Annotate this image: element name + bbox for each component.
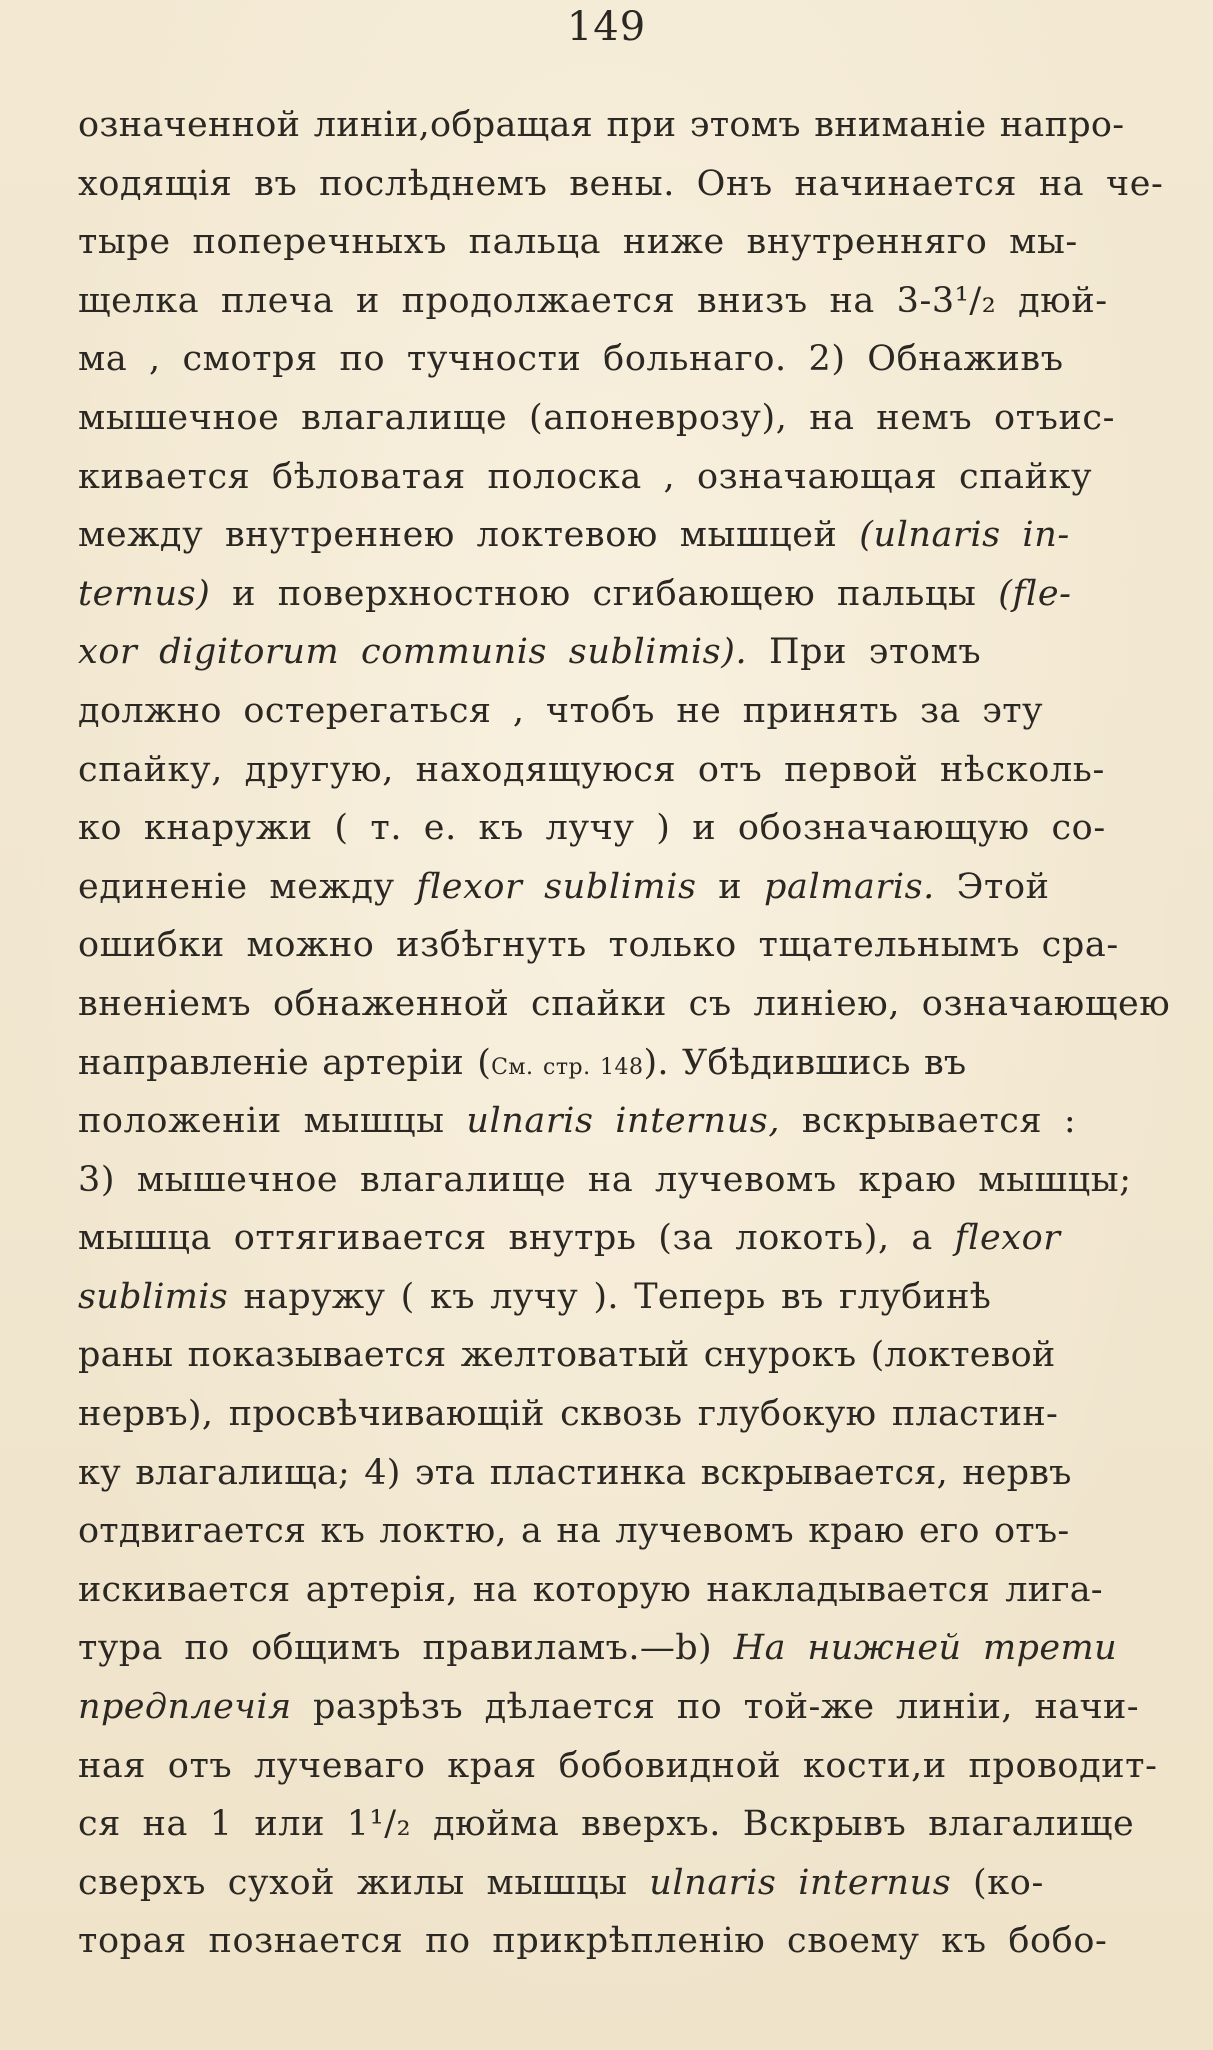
- text-line: [78, 565, 1148, 624]
- text-segment: (ко-: [951, 1862, 1044, 1903]
- text-segment: искивается артерія, на которую накладывается лига-: [78, 1569, 1103, 1610]
- latin-term: На нижней трети: [733, 1628, 1118, 1669]
- text-segment: раны показывается желтоватый снурокъ (локтевой: [78, 1335, 1056, 1376]
- latin-term: flexor: [954, 1218, 1061, 1259]
- text-segment: ная отъ лучеваго края бобовидной кости,и проводит-: [78, 1745, 1158, 1786]
- text-segment: кивается бѣловатая полоска , означающая спайку: [78, 456, 1093, 497]
- text-segment: между внутреннею локтевою мышцей: [78, 515, 860, 556]
- text-line: [78, 1912, 1148, 1971]
- text-segment: щелка плеча и продолжается внизъ на 3-3¹/₂ дюй-: [78, 280, 1108, 321]
- text-segment: вскрывается :: [780, 1101, 1077, 1142]
- text-segment: сверхъ сухой жилы мышцы: [78, 1862, 650, 1903]
- text-segment: вненіемъ обнаженной спайки съ линіею, означающею: [78, 983, 1171, 1024]
- text-segment: ма , смотря по тучности больнаго. 2) Обнаживъ: [78, 339, 1064, 380]
- latin-term: ulnaris internus: [649, 1862, 952, 1903]
- text-line: [78, 1619, 1148, 1678]
- page-reference: См. стр. 148: [491, 1054, 644, 1080]
- text-line: [78, 799, 1148, 858]
- text-line: [78, 1268, 1148, 1327]
- text-line: [78, 1209, 1148, 1268]
- latin-term: (ulnaris in-: [859, 515, 1070, 556]
- latin-term: flexor sublimis: [416, 866, 697, 907]
- text-segment: ходящія въ послѣднемъ вены. Онъ начинается на че-: [78, 163, 1164, 204]
- body-text: [78, 96, 1171, 1971]
- text-line: [78, 682, 1148, 741]
- text-segment: ся на 1 или 1¹/₂ дюйма вверхъ. Вскрывъ влагалище: [78, 1804, 1135, 1845]
- text-segment: разрѣзъ дѣлается по той-же линіи, начи-: [291, 1687, 1139, 1728]
- text-segment: Этой: [934, 866, 1050, 907]
- text-segment: ошибки можно избѣгнуть только тщательнымъ сра-: [78, 925, 1119, 966]
- text-segment: мышечное влагалище (апоневрозу), на немъ отъис-: [78, 397, 1116, 438]
- text-segment: 3) мышечное влагалище на лучевомъ краю мышцы;: [78, 1159, 1132, 1200]
- text-line: [78, 1034, 1148, 1093]
- text-segment: спайку, другую, находящуюся отъ первой нѣсколь-: [78, 749, 1105, 790]
- text-line: [78, 1854, 1148, 1913]
- latin-term: предплечія: [78, 1687, 292, 1728]
- text-segment: ). Убѣдившись въ: [643, 1042, 967, 1083]
- text-line: [78, 1561, 1148, 1620]
- text-segment: означенной линіи,обращая при этомъ вниманіе напро-: [78, 105, 1125, 145]
- text-line: [78, 1385, 1148, 1444]
- page-number: 149: [566, 4, 647, 50]
- text-line: [78, 506, 1148, 565]
- text-segment: положеніи мышцы: [78, 1101, 467, 1142]
- latin-term: sublimis: [78, 1276, 229, 1317]
- text-line: [78, 330, 1148, 389]
- text-line: [78, 1502, 1148, 1561]
- text-segment: При этомъ: [747, 632, 982, 673]
- text-line: [78, 213, 1148, 272]
- text-line: [78, 1151, 1148, 1210]
- text-line: [78, 448, 1148, 507]
- text-segment: и: [696, 866, 764, 907]
- text-line: [78, 389, 1148, 448]
- text-line: [78, 1444, 1148, 1503]
- text-line: [78, 1795, 1148, 1854]
- text-segment: и поверхностною сгибающею пальцы: [210, 573, 999, 614]
- latin-term: ternus): [78, 573, 211, 614]
- text-line: [78, 272, 1148, 331]
- text-line: [78, 1326, 1148, 1385]
- text-segment: единеніе между: [78, 866, 417, 907]
- text-segment: мышца оттягивается внутрь (за локоть), а: [78, 1218, 955, 1259]
- text-segment: тура по общимъ правиламъ.—b): [78, 1628, 734, 1669]
- text-segment: отдвигается къ локтю, а на лучевомъ краю его отъ-: [78, 1511, 1070, 1552]
- text-segment: торая познается по прикрѣпленію своему къ бобо-: [78, 1921, 1108, 1962]
- latin-term: xor digitorum communis sublimis).: [78, 632, 748, 673]
- text-segment: направленіе артеріи (: [78, 1042, 492, 1083]
- text-line: [78, 858, 1148, 917]
- text-segment: должно остерегаться , чтобъ не принять за эту: [78, 690, 1043, 731]
- text-line: [78, 96, 1148, 155]
- text-line: [78, 1092, 1148, 1151]
- latin-term: (fle-: [998, 573, 1072, 614]
- text-segment: тыре поперечныхъ пальца ниже внутренняго мы-: [78, 222, 1078, 263]
- text-line: [78, 975, 1171, 1034]
- latin-term: palmaris.: [763, 866, 935, 907]
- text-line: [78, 916, 1148, 975]
- text-segment: нервъ), просвѣчивающій сквозь глубокую пластин-: [78, 1394, 1059, 1435]
- text-segment: ку влагалища; 4) эта пластинка вскрывается, нервъ: [78, 1452, 1072, 1493]
- text-line: [78, 741, 1148, 800]
- text-line: [78, 1678, 1148, 1737]
- latin-term: ulnaris internus,: [466, 1101, 781, 1142]
- text-line: [78, 1737, 1158, 1796]
- text-segment: ко кнаружи ( т. е. къ лучу ) и обозначающую со-: [78, 808, 1106, 849]
- text-line: [78, 623, 1148, 682]
- text-line: [78, 155, 1164, 214]
- text-segment: наружу ( къ лучу ). Теперь въ глубинѣ: [228, 1276, 992, 1317]
